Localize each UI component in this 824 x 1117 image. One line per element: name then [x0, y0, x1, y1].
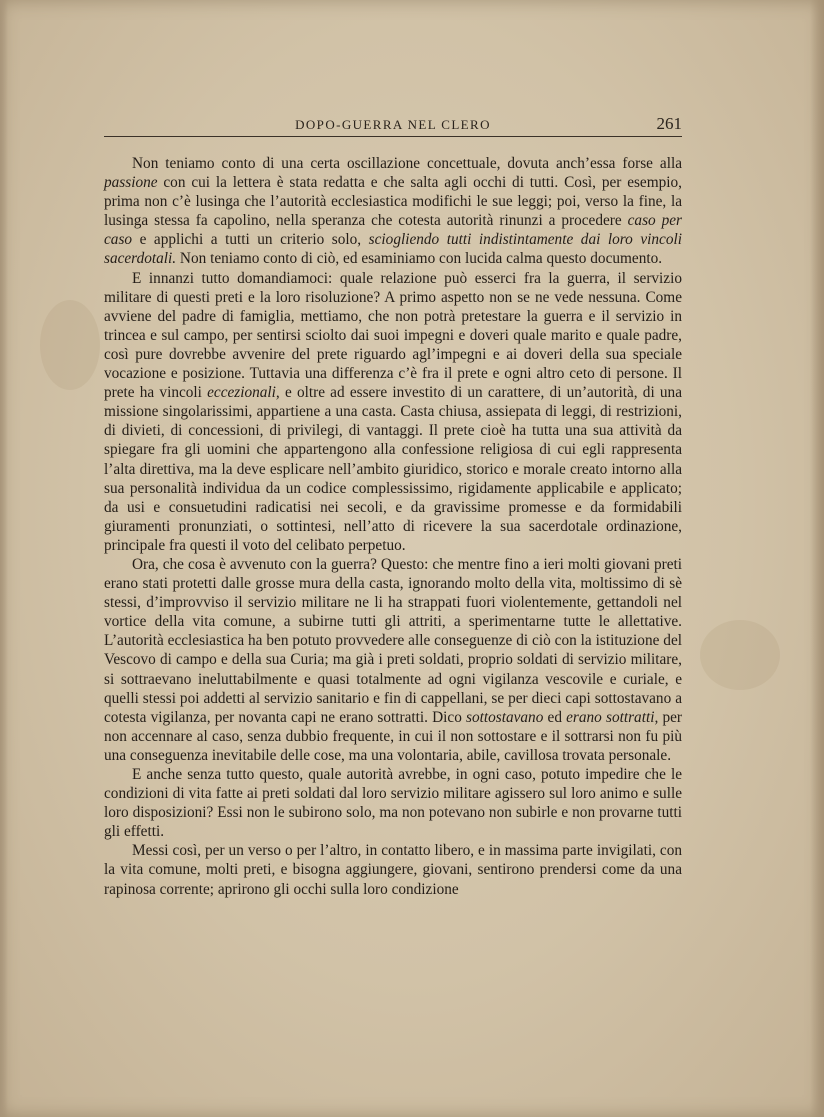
- paper-stain: [40, 300, 100, 390]
- text-run: Ora, che cosa è avvenuto con la guerra? Questo: che mentre fino a ieri molti giovani preti erano stati protetti dalle grosse mura della casta, ignorando molto della vita, moltissimo di sè stessi, d’improvviso il servizio militare ne li ha strappati fuori violentemente, gettandoli nel vortice della vita comune, a subirne tutti gli attriti, a sperimentarne tutte le allettative. L’autorità ecclesiastica ha ben potuto provvedere alle conseguenze di ciò con la istituzione del Vescovo di campo e della sua Curia; ma già i preti soldati, proprio soldati di servizio militare, si sottraevano ineluttabilmente e quasi totalmente ad ogni vigilanza vescovile e curiale, e quelli stessi poi addetti al servizio sanitario e fin di cappellani, se per dieci capi sottostavano a cotesta vigilanza, per novanta capi ne erano sottratti. Dico: [104, 555, 682, 726]
- text-run: E innanzi tutto domandiamoci: quale relazione può esserci fra la guerra, il servizio militare di questi preti e la loro risoluzione? A primo aspetto non se ne vede nessuna. Come avviene del padre di famiglia, mettiamo, che non potrà pretestare la guerra e il servizio in trincea e sul campo, per sentirsi sciolto dai suoi impegni e doveri quale marito e quale padre, così pure dovrebbe avvenire del prete riguardo agl’impegni e ai doveri della sua speciale vocazione e posizione. Tuttavia una differenza c’è fra il prete e ogni altro ceto di persone. Il prete ha vincoli: [104, 269, 682, 402]
- text-run: per non accennare al caso, senza dubbio frequente, in cui il non sottostare e il sottrarsi non fu più una conseguenza inevitabile delle cose, ma una volontaria, abile, cavillosa trovata personale.: [104, 708, 682, 764]
- page-number: 261: [656, 114, 682, 133]
- paragraph: [104, 154, 682, 269]
- text-run: Messi così, per un verso o per l’altro, in contatto libero, e in massima parte invigilati, con la vita comune, molti preti, e bisogna aggiungere, giovani, sentirono prendersi come da una rapinosa corrente; aprirono gli occhi sulla loro condizione: [104, 842, 682, 898]
- paragraph: [104, 765, 682, 841]
- italic-text: eccezionali,: [207, 384, 280, 402]
- italic-text: sciogliendo tutti indistintamente dai loro vincoli sacerdotali.: [104, 231, 682, 268]
- text-run: e applichi a tutti un criterio solo,: [132, 231, 369, 249]
- text-run: con cui la lettera è stata redatta e che salta agli occhi di tutti. Così, per esempio, prima non c’è lusinga che l’autorità ecclesiastica modifichi le sue leggi; poi, verso la fine, la lusinga stessa fa capolino, nella speranza che cotesta autorità rinunzi a procedere: [104, 174, 682, 230]
- italic-text: passione: [104, 174, 158, 192]
- italic-text: sottostavano: [466, 708, 544, 726]
- running-title: DOPO-GUERRA NEL CLERO: [295, 117, 491, 132]
- text-run: Non teniamo conto di ciò, ed esaminiamo con lucida calma questo documento.: [176, 250, 663, 268]
- paragraph: [104, 555, 682, 765]
- paper-stain: [700, 620, 780, 690]
- italic-text: erano sottratti,: [566, 708, 659, 726]
- italic-text: caso per caso: [104, 212, 682, 249]
- text-run: ed: [543, 708, 567, 726]
- paragraph: [104, 269, 682, 555]
- text-run: Non teniamo conto di una certa oscillazione concettuale, dovuta anch’essa forse alla: [132, 155, 682, 172]
- text-run: E anche senza tutto questo, quale autorità avrebbe, in ogni caso, potuto impedire che le condizioni di vita fatte ai preti soldati dal loro servizio militare agissero sul loro animo e sulle loro disposizioni? Essi non le subirono solo, ma non potevano non subirle e non provarne tutti gli effetti.: [104, 766, 682, 841]
- text-run: e oltre ad essere investito di un carattere, di un’autorità, di una missione singolarissimi, appartiene a una casta. Casta chiusa, assiepata di leggi, di restrizioni, di divieti, di concessioni, di privilegi, di vantaggi. Il prete cioè ha tutta una sua attività da spiegare fra gli uomini che appartengono alla confessione religiosa di cui egli rappresenta l’alta direttiva, ma la deve esplicare nell’ambito giuridico, storico e morale creato intorno alla sua personalità individua da un codice complessissimo, rigidamente applicabile e applicato; da usi e consuetudini radicatisi nei secoli, e da gravissime promesse e da formidabili giuramenti pronunziati, o sottintesi, nell’atto di ricevere la sua sacerdotale ordinazione, principale fra questi il voto del celibato perpetuo.: [104, 384, 682, 554]
- body-text: [104, 154, 682, 899]
- paragraph: [104, 841, 682, 898]
- page-header: [104, 112, 682, 137]
